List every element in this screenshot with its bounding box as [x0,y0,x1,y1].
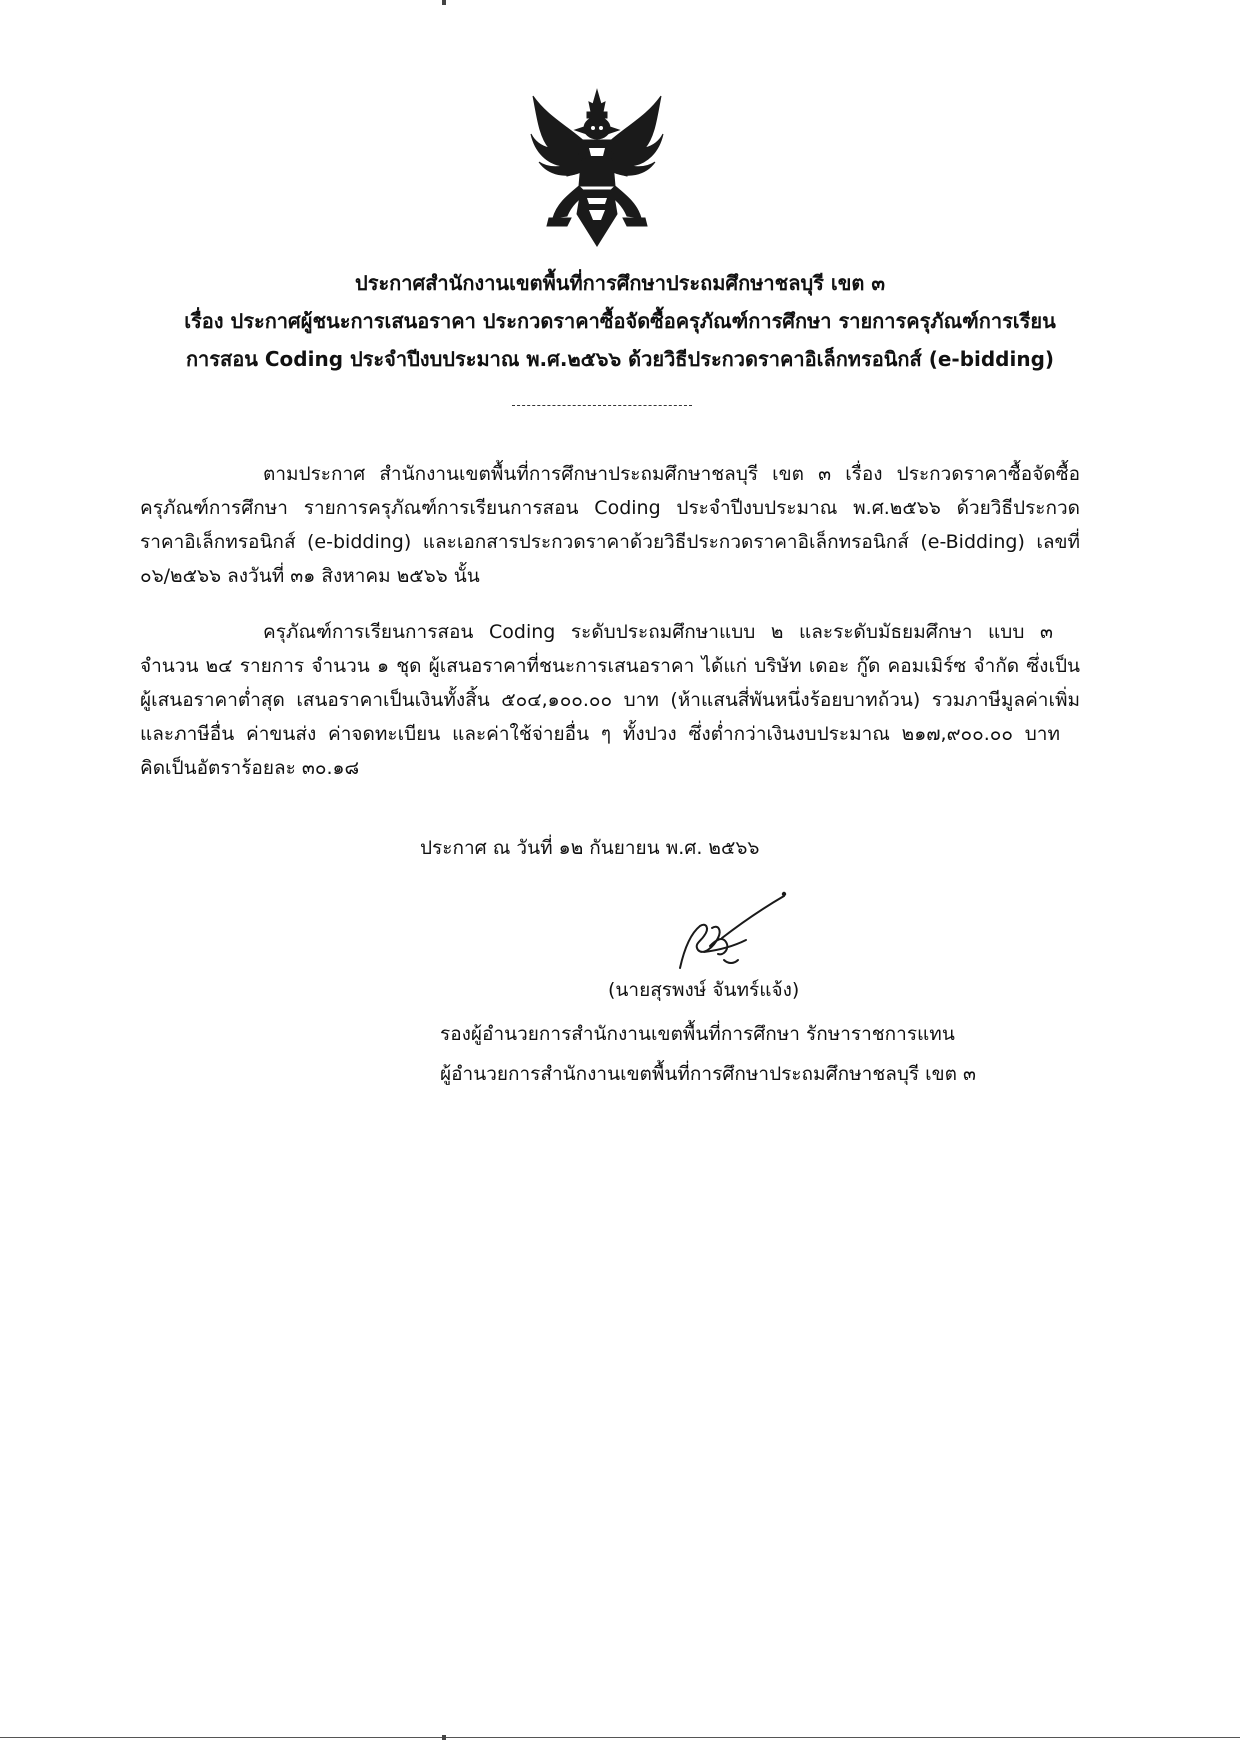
paragraph-1-line-3: ราคาอิเล็กทรอนิกส์ (e-bidding) และเอกสารประกวดราคาด้วยวิธีประกวดราคาอิเล็กทรอนิกส์ (e-Bidding) เลขที่ [140,531,1080,553]
announcement-date: ประกาศ ณ วันที่ ๑๒ กันยายน พ.ศ. ๒๕๖๖ [420,837,760,859]
paragraph-2-line-3: ผู้เสนอราคาต่ำสุด เสนอราคาเป็นเงินทั้งสิ้น ๕๐๔,๑๐๐.๐๐ บาท (ห้าแสนสี่พันหนึ่งร้อยบาทถ้วน) รวมภาษีมูลค่าเพิ่ม [140,689,1080,711]
paragraph-1-line-1: ตามประกาศ สำนักงานเขตพื้นที่การศึกษาประถมศึกษาชลบุรี เขต ๓ เรื่อง ประกวดราคาซื้อจัดซื้อ [263,463,1080,485]
signatory-position-2: ผู้อำนวยการสำนักงานเขตพื้นที่การศึกษาประถมศึกษาชลบุรี เขต ๓ [440,1063,977,1085]
header-divider [512,405,692,406]
signatory-position-1: รองผู้อำนวยการสำนักงานเขตพื้นที่การศึกษา รักษาราชการแทน [440,1023,955,1045]
header-title-line-2: เรื่อง ประกาศผู้ชนะการเสนอราคา ประกวดราคาซื้อจัดซื้อครุภัณฑ์การศึกษา รายการครุภัณฑ์การเรียน [184,309,1056,333]
paragraph-2-line-2: จำนวน ๒๔ รายการ จำนวน ๑ ชุด ผู้เสนอราคาที่ชนะการเสนอราคา ได้แก่ บริษัท เดอะ กู๊ด คอมเมิร์ซ จำกัด ซึ่งเป็น [140,655,1080,677]
signatory-name: (นายสุรพงษ์ จันทร์แจ้ง) [608,979,800,1001]
header-title-line-1: ประกาศสำนักงานเขตพื้นที่การศึกษาประถมศึกษาชลบุรี เขต ๓ [355,271,885,295]
paragraph-2-line-1: ครุภัณฑ์การเรียนการสอน Coding ระดับประถมศึกษาแบบ ๒ และระดับมัธยมศึกษา แบบ ๓ [263,621,1053,643]
paragraph-1-line-4: ๐๖/๒๕๖๖ ลงวันที่ ๓๑ สิงหาคม ๒๕๖๖ นั้น [140,565,480,587]
scan-mark-top [442,0,446,5]
handwritten-signature [660,890,790,980]
garuda-emblem-icon [527,86,667,252]
paragraph-2-line-4: และภาษีอื่น ค่าขนส่ง ค่าจดทะเบียน และค่าใช้จ่ายอื่น ๆ ทั้งปวง ซึ่งต่ำกว่าเงินงบประมาณ ๒๑๗,๙๐๐.๐๐ บาท [140,723,1060,745]
header-title-line-3: การสอน Coding ประจำปีงบประมาณ พ.ศ.๒๕๖๖ ด้วยวิธีประกวดราคาอิเล็กทรอนิกส์ (e-bidding) [185,347,1055,371]
scan-mark-bottom [442,1735,446,1740]
paragraph-2-line-5: คิดเป็นอัตราร้อยละ ๓๐.๑๘ [140,757,360,779]
paragraph-1-line-2: ครุภัณฑ์การศึกษา รายการครุภัณฑ์การเรียนการสอน Coding ประจำปีงบประมาณ พ.ศ.๒๕๖๖ ด้วยวิธีประกวด [140,497,1080,519]
scan-bottom-rule [0,1737,1240,1738]
